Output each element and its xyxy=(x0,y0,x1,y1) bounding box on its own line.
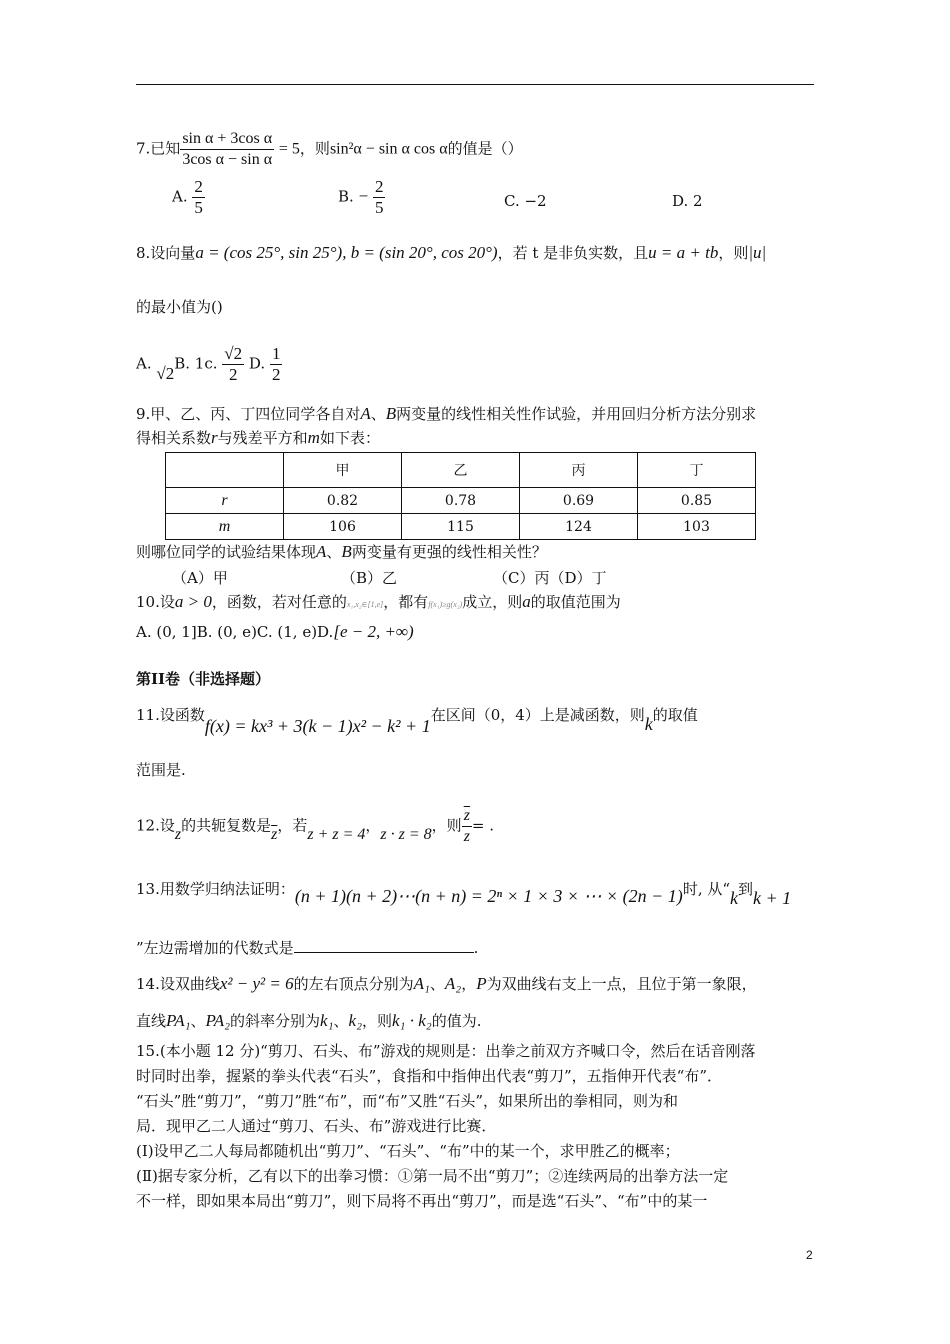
q10-mid3: ，都有 xyxy=(383,593,429,611)
q9-option-cd: （C）丙（D）丁 xyxy=(493,569,607,587)
table-cell-label: r xyxy=(166,488,284,514)
q12-lead: 12.设 xyxy=(136,816,175,835)
q7-option-b-fraction xyxy=(373,177,386,218)
q10-option-d: [e − 2, +∞) xyxy=(333,622,414,641)
q7-tail: 的值是（） xyxy=(447,139,523,158)
q9-line-2 xyxy=(136,428,380,448)
q14-k2: k₂ xyxy=(348,1011,362,1030)
table-cell: 0.82 xyxy=(284,488,402,514)
q10-tail: 的取值范围为 xyxy=(530,593,621,611)
q12-mid3: ，则 xyxy=(431,816,462,835)
table-header-ding: 丁 xyxy=(638,453,756,488)
q11-function: f(x) = kx³ + 3(k − 1)x² − k² + 1 xyxy=(204,716,431,736)
q12-var-z: z xyxy=(174,825,182,843)
q7-mid: ，则 xyxy=(299,139,330,158)
q12-conjugate-z: $\overline{z}$ xyxy=(271,825,278,843)
q7-option-a-num: 2 xyxy=(194,177,203,196)
q14-line1-c: 为双曲线右支上一点，且位于第一象限， xyxy=(486,975,757,993)
q9-after-b: 两变量有更强的线性相关性？ xyxy=(351,543,547,561)
q9-after-a: 则哪位同学的试验结果体现 xyxy=(136,543,317,561)
q7-option-d: D. 2 xyxy=(672,192,703,210)
q9-sep-2: 、 xyxy=(326,543,342,561)
q7-equals: = 5 xyxy=(278,140,300,158)
q9-var-b-2: B xyxy=(341,542,352,561)
question-13 xyxy=(136,878,792,908)
q7-option-a-label: A. xyxy=(172,187,188,206)
q11-var-k: k xyxy=(644,714,653,734)
q14-line-1 xyxy=(136,974,757,994)
q10-faint-inequality: f(x₁)≥g(x₂) xyxy=(428,600,463,609)
q8-mid: ，若 t 是非负实数，且 xyxy=(497,244,649,262)
q10-options xyxy=(136,622,414,642)
q10-faint-domain: x₁,x₂∈[1,e] xyxy=(346,600,384,609)
q10-mid4: 成立，则 xyxy=(462,593,523,611)
q8-option-c-fraction xyxy=(222,344,244,385)
q12-condition-2: z · z = 8 xyxy=(380,825,432,843)
section-title: 第II卷（非选择题） xyxy=(136,670,271,688)
q8-option-d-num: 1 xyxy=(271,344,281,363)
table-cell: 0.85 xyxy=(638,488,756,514)
q8-option-c-den: 2 xyxy=(228,365,238,384)
q14-pa1: PA₁ xyxy=(166,1011,191,1030)
q8-lead: 8.设向量 xyxy=(136,244,196,262)
question-8 xyxy=(136,243,766,263)
q7-fraction xyxy=(180,129,274,170)
q11-lead: 11.设函数 xyxy=(136,706,205,724)
q15-line-7: 不一样，即如果本局出“剪刀”，则下局将不再出“剪刀”，而是选“石头”、“布”中的某一 xyxy=(136,1192,708,1210)
q9-line2-b: 与残差平方和 xyxy=(217,429,308,447)
q14-k1: k₁ xyxy=(320,1011,334,1030)
table-cell: 0.78 xyxy=(402,488,520,514)
q8-abs-u: |u| xyxy=(748,243,767,262)
q14-comma: ， xyxy=(461,975,477,993)
q9-var-m: m xyxy=(307,428,320,447)
q14-pa2: PA₂ xyxy=(205,1011,231,1030)
q13-k-plus-1: k + 1 xyxy=(753,888,792,908)
q14-a2: A₂ xyxy=(444,974,462,993)
q11-line-2: 范围是. xyxy=(136,761,186,779)
q14-line1-a: 14.设双曲线 xyxy=(136,975,220,993)
table-header-empty xyxy=(166,453,284,488)
table-cell: 0.69 xyxy=(520,488,638,514)
q13-var-k: k xyxy=(730,888,739,908)
table-cell: 124 xyxy=(520,514,638,540)
q10-var-a: a xyxy=(522,592,531,611)
q12-mid2: ，若 xyxy=(277,816,308,835)
q9-var-b: B xyxy=(385,404,397,423)
q8-options xyxy=(136,344,282,385)
q9-line1-a: 9.甲、乙、丙、丁四位同学各自对 xyxy=(136,405,361,423)
q13-answer-blank[interactable] xyxy=(294,938,474,953)
q11-mid: 在区间（0，4）上是减函数，则 xyxy=(430,706,645,724)
q10-condition: a > 0 xyxy=(174,592,212,611)
q7-option-b-num: 2 xyxy=(374,177,384,196)
q14-line2-a: 直线 xyxy=(136,1012,167,1030)
q8-option-c-num: √2 xyxy=(224,344,243,363)
q8-then: ，则 xyxy=(718,244,749,262)
q8-option-d-fraction xyxy=(270,344,283,385)
question-10 xyxy=(136,592,621,615)
q8-option-b: B. 1c. xyxy=(174,354,218,373)
table-cell: 103 xyxy=(638,514,756,540)
q10-lead: 10.设 xyxy=(136,593,175,611)
q7-expression: sin²α − sin α cos α xyxy=(329,140,448,158)
q15-line-5: (Ⅰ)设甲乙二人每局都随机出“剪刀”、“石头”、“布”中的某一个，求甲胜乙的概率； xyxy=(136,1142,680,1160)
q7-option-a-den: 5 xyxy=(194,198,203,217)
q8-vectors: a = (cos 25°, sin 25°), b = (sin 20°, cos 20°) xyxy=(195,243,498,262)
q8-option-d-label: D. xyxy=(248,354,266,373)
q8-line-2: 的最小值为() xyxy=(136,298,223,316)
q14-sep-2: 、 xyxy=(190,1012,206,1030)
q12-frac-den: z xyxy=(463,828,470,845)
q9-line2-a: 得相关系数 xyxy=(136,429,212,447)
q14-product: k₁ · k₂ xyxy=(392,1011,432,1030)
q7-option-b-sign: − xyxy=(358,186,369,206)
q10-mid2: ，若对任意的 xyxy=(256,593,347,611)
q9-var-r: r xyxy=(211,428,218,447)
q10-options-abc: A. (0, 1]B. (0, e)C. (1, e)D. xyxy=(136,623,334,641)
q12-sep: ， xyxy=(365,816,381,835)
q7-option-c: C. −2 xyxy=(504,192,547,210)
q14-a1: A₁ xyxy=(413,974,430,993)
q12-condition-1: z + z = 4 xyxy=(307,825,366,843)
q9-var-a: A xyxy=(360,404,371,423)
q14-line2-b: 的斜率分别为 xyxy=(230,1012,321,1030)
question-12 xyxy=(136,806,494,847)
q15-line-3: “石头”胜“剪刀”，“剪刀”胜“布”，而“布”又胜“石头”，如果所出的拳相同，则为和 xyxy=(136,1092,679,1110)
q12-tail: = . xyxy=(471,816,495,835)
table-header-jia: 甲 xyxy=(284,453,402,488)
q14-line1-b: 的左右顶点分别为 xyxy=(293,975,414,993)
q9-sep: 、 xyxy=(370,405,386,423)
q7-numerator: sin α + 3cos α xyxy=(180,129,274,150)
table-cell: 115 xyxy=(402,514,520,540)
q14-line-2 xyxy=(136,1011,481,1031)
q15-line-2: 时同时出拳，握紧的拳头代表“石头”，食指和中指伸出代表“剪刀”，五指伸开代表“布”． xyxy=(136,1067,723,1085)
q14-sep: 、 xyxy=(429,975,445,993)
q9-option-a: （A）甲 xyxy=(172,569,228,587)
table-header-bing: 丙 xyxy=(520,453,638,488)
q15-line-6: (Ⅱ)据专家分析，乙有以下的出拳习惯：①第一局不出“剪刀”；②连续两局的出拳方法一定 xyxy=(136,1167,729,1185)
q9-question xyxy=(136,542,547,562)
q12-mid1: 的共轭复数是 xyxy=(181,816,272,835)
q8-option-a-value: √2 xyxy=(156,363,175,383)
header-rule xyxy=(136,84,814,85)
q13-to: 到 xyxy=(738,880,754,898)
q10-mid1: ，函数 xyxy=(211,593,257,611)
q14-hyperbola: x² − y² = 6 xyxy=(219,974,294,993)
q15-line-4: 局．现甲乙二人通过“剪刀、石头、布”游戏进行比赛． xyxy=(136,1117,497,1135)
q13-mid: 时, 从“ xyxy=(682,880,731,898)
table-header-row xyxy=(166,453,756,488)
table-row xyxy=(166,488,756,514)
q13-line2-a: ”左边需增加的代数式是 xyxy=(136,939,294,957)
q9-line1-b: 两变量的线性相关性作试验，并用回归分析方法分别求 xyxy=(396,405,757,423)
q7-option-b-den: 5 xyxy=(374,198,384,217)
question-7 xyxy=(136,129,523,170)
q12-fraction xyxy=(462,806,472,847)
q8-u-expression: u = a + tb xyxy=(648,243,719,262)
page-number: 2 xyxy=(806,1248,813,1262)
q9-line-1 xyxy=(136,404,756,424)
q14-sep-3: 、 xyxy=(333,1012,349,1030)
table-cell: 106 xyxy=(284,514,402,540)
q7-lead: 7.已知 xyxy=(136,139,181,158)
q15-line-1: 15.(本小题 12 分)“剪刀、石头、布”游戏的规则是：出拳之前双方齐喊口令，然后在话音刚落 xyxy=(136,1042,756,1060)
q7-denominator: 3cos α − sin α xyxy=(182,151,273,168)
q9-var-a-2: A xyxy=(316,542,327,561)
q8-option-d-den: 2 xyxy=(271,365,281,384)
table-header-yi: 乙 xyxy=(402,453,520,488)
q12-frac-num: $\overline{z}$ xyxy=(462,806,472,827)
q13-lead: 13.用数学归纳法证明： xyxy=(136,880,295,898)
q7-option-b-label: B. xyxy=(338,187,354,206)
q14-line2-d: 的值为. xyxy=(431,1012,482,1030)
q7-option-a xyxy=(172,177,205,218)
question-11 xyxy=(136,704,698,736)
q7-option-b xyxy=(338,177,385,218)
q9-option-b: （B）乙 xyxy=(341,569,398,587)
q13-line2-b: . xyxy=(473,939,479,957)
q14-p: P xyxy=(476,974,487,993)
q14-line2-c: ，则 xyxy=(362,1012,393,1030)
q13-line-2 xyxy=(136,938,478,958)
q13-expression: (n + 1)(n + 2)⋯(n + n) = 2ⁿ × 1 × 3 × ⋯ × (2n − 1) xyxy=(294,886,683,906)
table-cell-label: m xyxy=(166,514,284,540)
q11-tail: 的取值 xyxy=(652,706,698,724)
table-row xyxy=(166,514,756,540)
q9-data-table xyxy=(165,452,756,540)
q8-option-a-label: A. xyxy=(136,354,152,373)
q7-option-a-fraction xyxy=(192,177,205,218)
q9-line2-c: 如下表： xyxy=(319,429,380,447)
